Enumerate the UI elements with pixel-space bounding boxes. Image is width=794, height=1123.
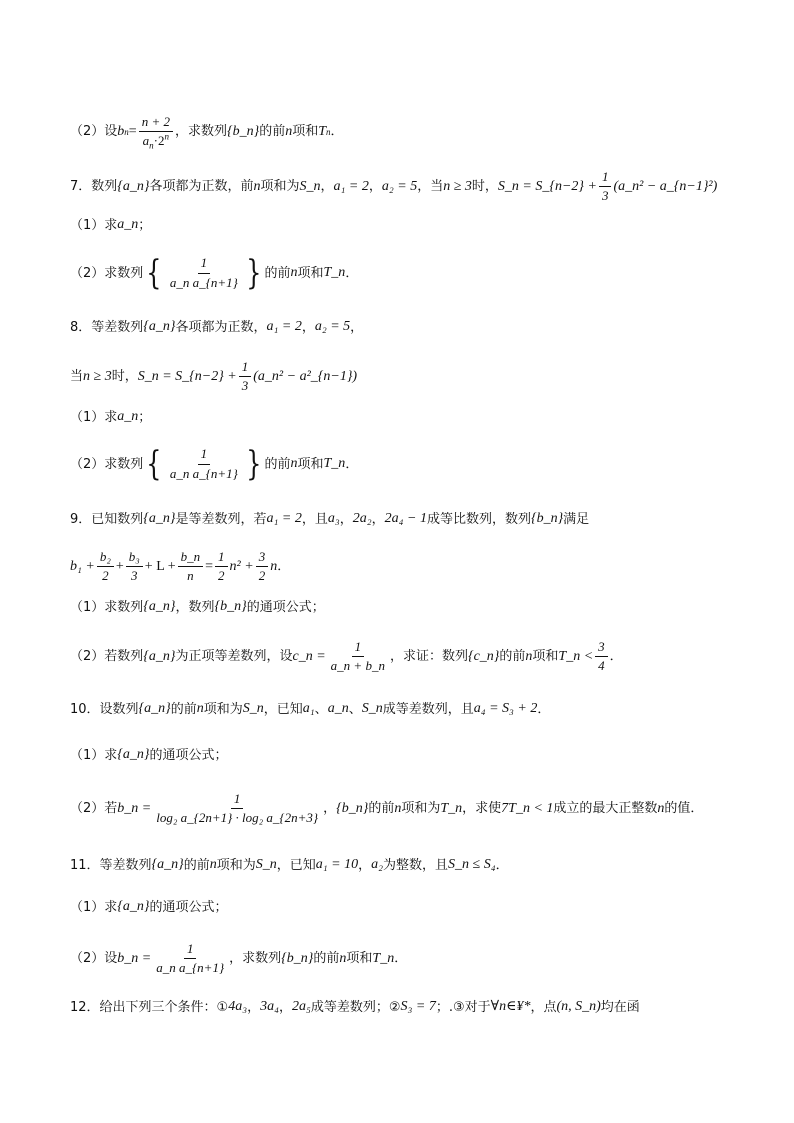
q7-part2: （2）求数列 { $\frac{1}{\text{a\_n a\_\{n+1\}}}$ } 的前 n 项和 T_n ． — [70, 253, 359, 293]
q10-part2: （2）若 b_n = $\frac{1}{\text{log₂ a\_\{2n+1\} · log₂ a\_\{2n+3\}}}$ ， {b_n} 的前 n 项和为 T_n ，求使 7T_n < 1 成立的最大正整数 n 的值． — [70, 791, 704, 826]
q10-stem: 10．设数列 {a_n} 的前 n 项和为 S_n ，已知 a₁ 、 a_n 、 S_n 成等差数列，且 a₄ = S₃ + 2 ． — [70, 701, 551, 717]
fraction: $\frac{3}{4}$ — [595, 640, 608, 674]
fraction: $\frac{1}{a\_n + b\_n}$ — [330, 639, 385, 674]
q7-part1: （1）求 a_n ； — [70, 217, 152, 233]
fraction: $\frac{\text{b₃}}{3}$ — [126, 550, 143, 584]
q8-part1: （1）求 a_n ； — [70, 409, 152, 425]
q11-part2: （2）设 b_n = $\frac{1}{\text{a\_n a\_\{n+1\}}}$ ，求数列 {b_n} 的前 n 项和 T_n ． — [70, 941, 408, 976]
fraction: $\frac{1}{\text{a\_n a\_\{n+1\}}}$ — [156, 941, 225, 976]
q10-part1: （1）求 {a_n} 的通项公式； — [70, 747, 228, 763]
fraction: $\frac{\text{b₂}}{2}$ — [97, 550, 114, 584]
q12-stem: 12．给出下列三个条件：① 4a₃ ， 3a₄ ， 2a₅ 成等差数列；② S₃ = 7 ；.③对于 ∀n∈¥* ，点 (n, S_n) 均在函 — [70, 999, 640, 1015]
q8-stem-2: 当 n ≥ 3 时， S_n = S_{n−2} + $\frac{1}{3}$ (a_n² − a²_{n−1}) — [70, 359, 358, 394]
fraction: $\frac{b\_n}{n}$ — [178, 550, 204, 584]
q9-part2: （2）若数列 {a_n} 为正项等差数列，设 c_n = $\frac{1}{a\_n + b\_n}$ ，求证：数列 {c_n} 的前 n 项和 T_n < $\frac{3}{4}$ ． — [70, 639, 623, 674]
fraction: $\frac{1}{\text{a\_n a\_\{n+1\}}}$ — [169, 446, 238, 481]
q11-part1: （1）求 {a_n} 的通项公式； — [70, 899, 228, 915]
fraction: $\frac{1}{\text{log₂ a\_\{2n+1\} · log₂ a\_\{2n+3\}}}$ — [156, 791, 319, 826]
q9-sum-relation: b₁ + $\frac{\text{b₂}}{2}$ + $\frac{\text{b₃}}{3}$ + L + $\frac{b\_n}{n}$ = $\frac{1}{2}$ n² + $\frac{3}{2}$ n ． — [70, 549, 291, 584]
q9-stem: 9．已知数列 {a_n} 是等差数列，若 a₁ = 2 ，且 a₃ ， 2a₂ ， 2a₄ − 1 成等比数列，数列 {b_n} 满足 — [70, 511, 590, 527]
q8-part2: （2）求数列 { $\frac{1}{\text{a\_n a\_\{n+1\}}}$ } 的前 n 项和 T_n ． — [70, 444, 359, 484]
fraction: $\frac{n + 2}{a_n\cdot 2^n}$ — [139, 115, 173, 149]
fraction: $\frac{3}{2}$ — [256, 550, 269, 584]
q7-stem: 7．数列 {a_n} 各项都为正数，前 n 项和为 S_n ， a₁ = 2 ， a₂ = 5 ，当 n ≥ 3 时， S_n = S_{n−2} + $\frac{1}{3}$ (a_n² − a_{n−1}²) — [70, 169, 718, 204]
fraction: $\frac{1}{3}$ — [599, 170, 612, 204]
fraction: $\frac{1}{3}$ — [239, 360, 252, 394]
q6-part2: （2）设 b n = $\frac{n + 2}{a_n\cdot 2^n}$ ，求数列 {b_n} 的前 n 项和 T n ． — [70, 114, 344, 151]
q9-part1: （1）求数列 {a_n} ，数列 {b_n} 的通项公式； — [70, 599, 325, 615]
q11-stem: 11．等差数列 {a_n} 的前 n 项和为 S_n ，已知 a₁ = 10 ， a₂ 为整数，且 S_n ≤ S₄ ． — [70, 857, 509, 873]
fraction: $\frac{1}{\text{a\_n a\_\{n+1\}}}$ — [169, 255, 238, 290]
fraction: $\frac{1}{2}$ — [215, 550, 228, 584]
q8-stem: 8．等差数列 {a_n} 各项都为正数， a₁ = 2 ， a₂ = 5 ， — [70, 319, 364, 335]
